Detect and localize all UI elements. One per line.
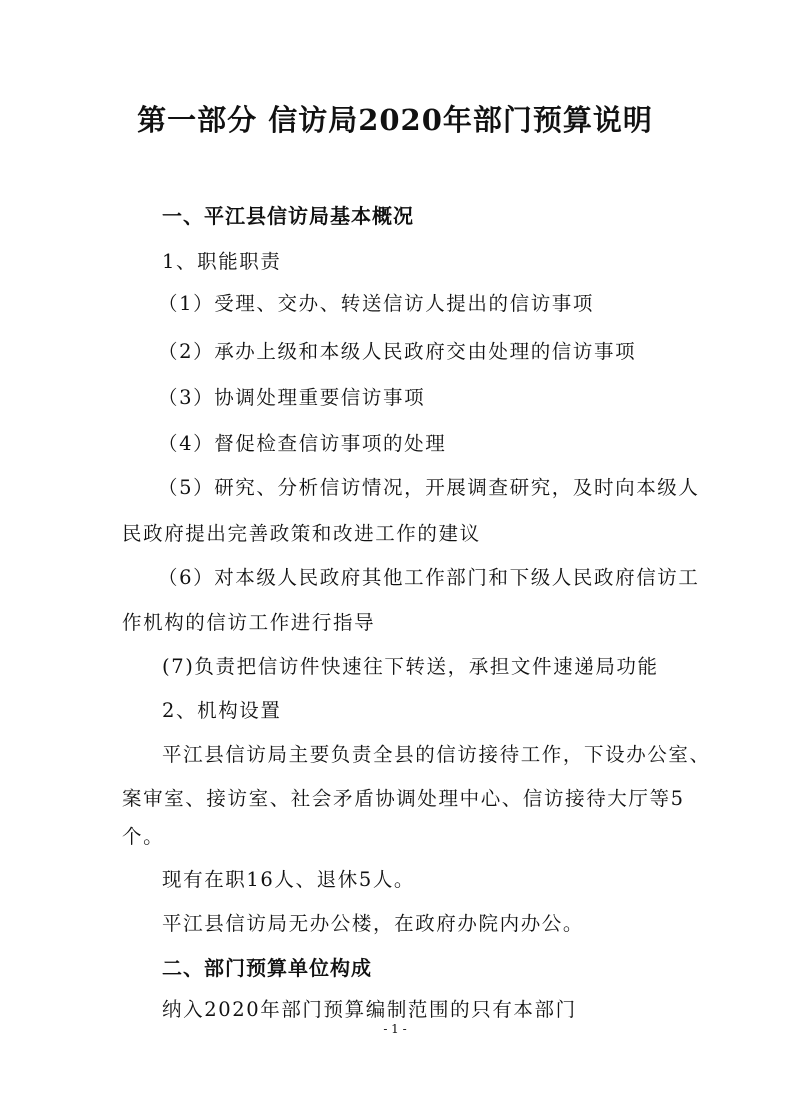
organization-line-3: 个。 [122, 825, 165, 848]
organization-line-2: 案审室、接访室、社会矛盾协调处理中心、信访接待大厅等5 [122, 787, 685, 810]
duty-item-6-line-2: 作机构的信访工作进行指导 [122, 611, 376, 634]
section-heading-overview: 一、平江县信访局基本概况 [162, 204, 414, 228]
subheading-duties: 1、职能职责 [162, 250, 282, 273]
duty-item-5-line-2: 民政府提出完善政策和改进工作的建议 [122, 522, 481, 545]
staff-count: 现有在职16人、退休5人。 [162, 868, 416, 891]
budget-scope: 纳入2020年部门预算编制范围的只有本部门 [162, 998, 577, 1021]
duty-item-2: （2）承办上级和本级人民政府交由处理的信访事项 [158, 340, 637, 363]
section-heading-composition: 二、部门预算单位构成 [162, 956, 372, 980]
duty-item-6-line-1: （6）对本级人民政府其他工作部门和下级人民政府信访工 [158, 566, 700, 589]
office-info: 平江县信访局无办公楼，在政府办院内办公。 [162, 912, 585, 935]
duty-item-5-line-1: （5）研究、分析信访情况，开展调查研究，及时向本级人 [158, 476, 700, 499]
duty-item-1: （1）受理、交办、转送信访人提出的信访事项 [158, 292, 595, 315]
document-title: 第一部分 信访局2020年部门预算说明 [137, 103, 653, 137]
duty-item-3: （3）协调处理重要信访事项 [158, 386, 426, 409]
page-number: - 1 - [383, 1022, 407, 1036]
subheading-organization: 2、机构设置 [162, 699, 282, 722]
duty-item-7: (7)负责把信访件快速往下转送，承担文件速递局功能 [162, 655, 659, 678]
duty-item-4: （4）督促检查信访事项的处理 [158, 432, 447, 455]
organization-line-1: 平江县信访局主要负责全县的信访接待工作，下设办公室、 [162, 743, 711, 766]
